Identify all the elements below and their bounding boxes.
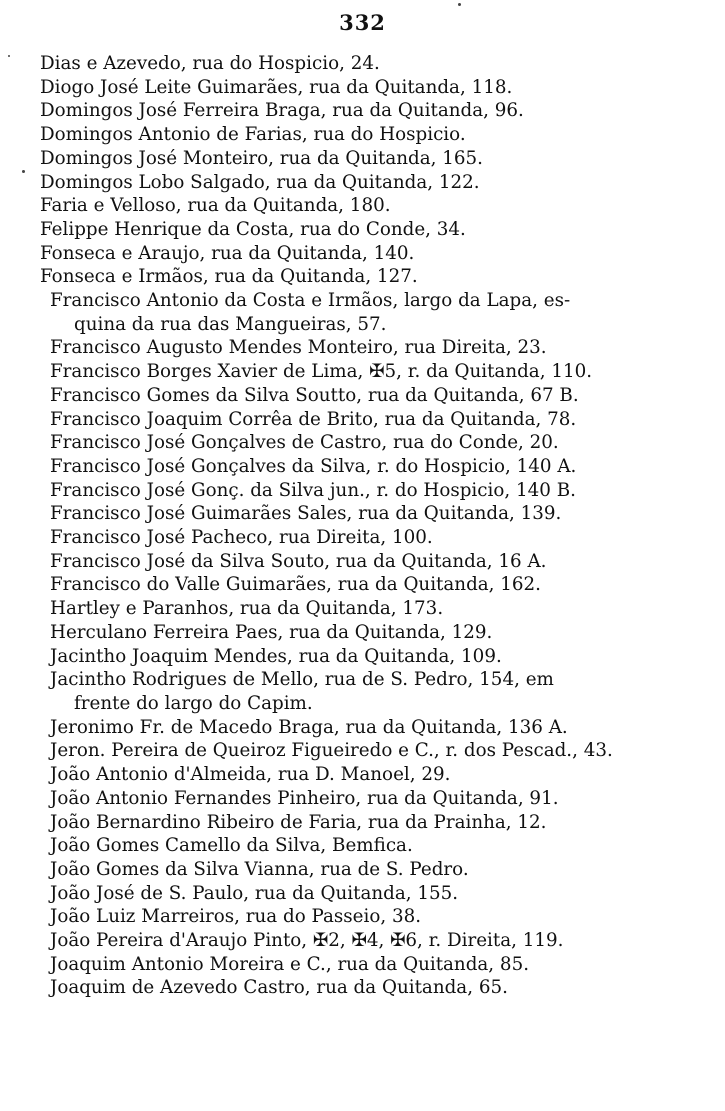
list-item: Francisco José Guimarães Sales, rua da Quitanda, 139. bbox=[50, 503, 562, 525]
list-item: Herculano Ferreira Paes, rua da Quitanda, 129. bbox=[50, 621, 493, 643]
list-item: João Gomes Camello da Silva, Bemfica. bbox=[50, 835, 413, 857]
list-item-continuation: quina da rua das Mangueiras, 57. bbox=[74, 313, 387, 335]
list-item: Jeronimo Fr. de Macedo Braga, rua da Quitanda, 136 A. bbox=[50, 716, 568, 738]
list-item: Faria e Velloso, rua da Quitanda, 180. bbox=[40, 195, 391, 217]
list-item: Francisco José Gonçalves da Silva, r. do Hospicio, 140 A. bbox=[50, 455, 577, 477]
list-item: Francisco José Pacheco, rua Direita, 100. bbox=[50, 527, 433, 549]
list-item: João Pereira d'Araujo Pinto, ✠2, ✠4, ✠6, r. Direita, 119. bbox=[50, 930, 564, 952]
list-item: Fonseca e Irmãos, rua da Quitanda, 127. bbox=[40, 266, 418, 288]
ink-speck bbox=[22, 170, 25, 173]
list-item: Francisco José Gonç. da Silva jun., r. do Hospicio, 140 B. bbox=[50, 479, 576, 501]
list-item: João Bernardino Ribeiro de Faria, rua da Prainha, 12. bbox=[50, 811, 547, 833]
ink-speck bbox=[8, 55, 10, 57]
directory-list bbox=[40, 52, 640, 1000]
list-item: Jeron. Pereira de Queiroz Figueiredo e C., r. dos Pescad., 43. bbox=[50, 740, 613, 762]
list-item: Francisco Gomes da Silva Soutto, rua da Quitanda, 67 B. bbox=[50, 384, 579, 406]
list-item: Hartley e Paranhos, rua da Quitanda, 173. bbox=[50, 598, 444, 620]
list-item: Felippe Henrique da Costa, rua do Conde, 34. bbox=[40, 218, 466, 240]
list-item: Domingos Lobo Salgado, rua da Quitanda, 122. bbox=[40, 171, 480, 193]
list-item: Jacintho Rodrigues de Mello, rua de S. Pedro, 154, em bbox=[50, 669, 554, 691]
list-item: João Antonio Fernandes Pinheiro, rua da Quitanda, 91. bbox=[50, 787, 559, 809]
list-item-continuation: frente do largo do Capim. bbox=[74, 692, 313, 714]
list-item: João Luiz Marreiros, rua do Passeio, 38. bbox=[50, 906, 422, 928]
list-item: Francisco Borges Xavier de Lima, ✠5, r. da Quitanda, 110. bbox=[50, 361, 593, 383]
list-item: Jacintho Joaquim Mendes, rua da Quitanda, 109. bbox=[50, 645, 502, 667]
list-item: Diogo José Leite Guimarães, rua da Quitanda, 118. bbox=[40, 76, 513, 98]
list-item: João Gomes da Silva Vianna, rua de S. Pedro. bbox=[50, 858, 469, 880]
list-item: Fonseca e Araujo, rua da Quitanda, 140. bbox=[40, 242, 415, 264]
list-item: Francisco Augusto Mendes Monteiro, rua Direita, 23. bbox=[50, 337, 547, 359]
list-item: Joaquim de Azevedo Castro, rua da Quitanda, 65. bbox=[50, 977, 508, 999]
ink-speck bbox=[458, 3, 461, 6]
list-item: Francisco do Valle Guimarães, rua da Quitanda, 162. bbox=[50, 574, 541, 596]
page-number: 332 bbox=[339, 10, 386, 35]
list-item: Domingos José Monteiro, rua da Quitanda, 165. bbox=[40, 147, 483, 169]
list-item: João José de S. Paulo, rua da Quitanda, 155. bbox=[50, 882, 459, 904]
list-item: Dias e Azevedo, rua do Hospicio, 24. bbox=[40, 53, 380, 74]
list-item: Francisco José da Silva Souto, rua da Quitanda, 16 A. bbox=[50, 550, 547, 572]
list-item: Domingos José Ferreira Braga, rua da Quitanda, 96. bbox=[40, 100, 524, 122]
list-item: Francisco José Gonçalves de Castro, rua do Conde, 20. bbox=[50, 432, 559, 454]
list-item: João Antonio d'Almeida, rua D. Manoel, 29. bbox=[50, 764, 451, 786]
list-item: Domingos Antonio de Farias, rua do Hospicio. bbox=[40, 124, 466, 146]
list-item: Francisco Antonio da Costa e Irmãos, largo da Lapa, es- bbox=[50, 290, 571, 312]
list-item: Joaquim Antonio Moreira e C., rua da Quitanda, 85. bbox=[50, 953, 530, 975]
list-item: Francisco Joaquim Corrêa de Brito, rua da Quitanda, 78. bbox=[50, 408, 577, 430]
